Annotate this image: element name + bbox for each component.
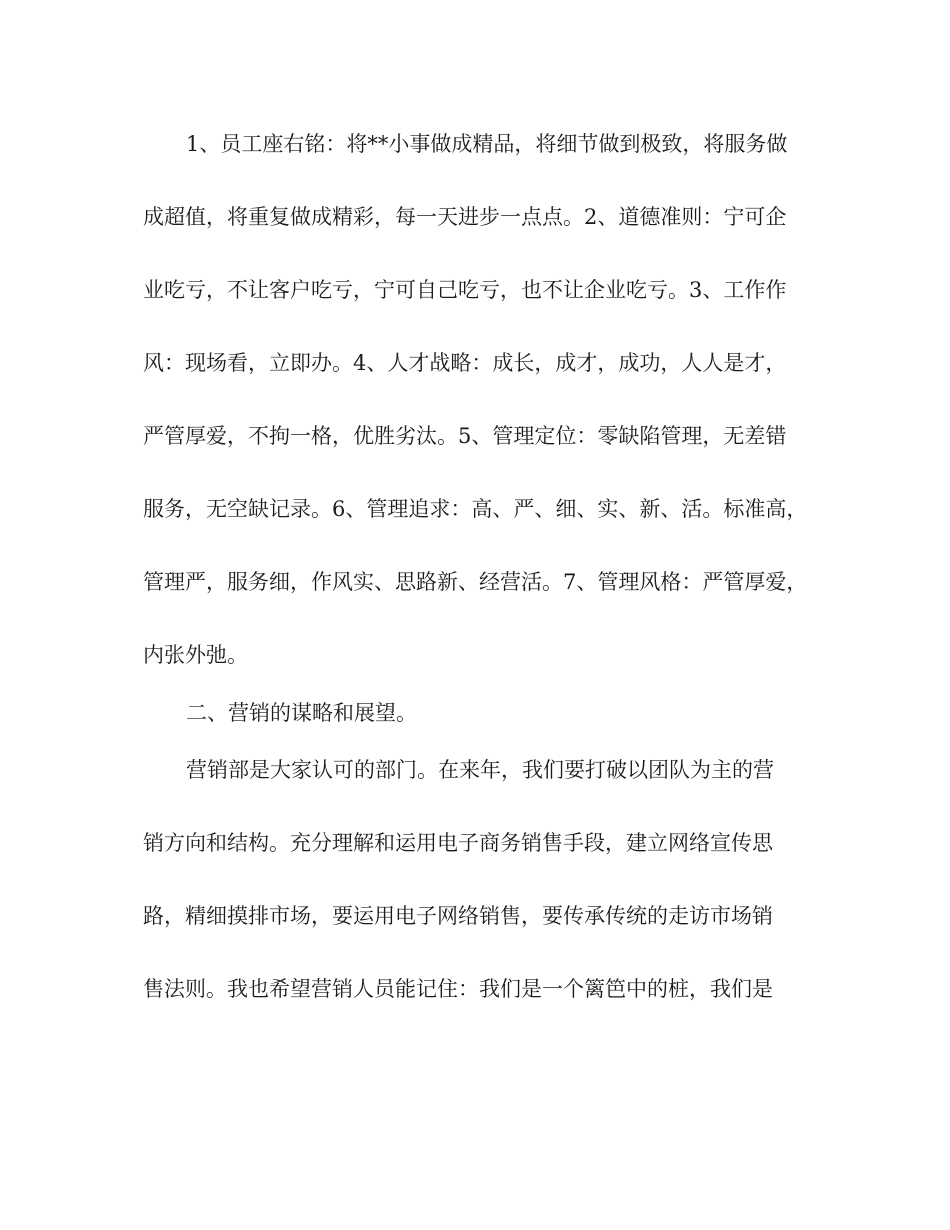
paragraph-line: 营销部是大家认可的部门。在来年，我们要打破以团队为主的营 <box>186 758 774 782</box>
paragraph-line: 销方向和结构。充分理解和运用电子商务销售手段，建立网络宣传思 <box>143 831 773 855</box>
paragraph-line: 1、员工座右铭：将**小事做成精品，将细节做到极致，将服务做 <box>186 132 788 156</box>
paragraph-line: 售法则。我也希望营销人员能记住：我们是一个篱笆中的桩，我们是 <box>143 977 773 1001</box>
section-heading: 二、营销的谋略和展望。 <box>186 701 417 725</box>
paragraph-line: 成超值，将重复做成精彩，每一天进步一点点。2、道德准则：宁可企 <box>143 205 787 229</box>
paragraph-line: 服务，无空缺记录。6、管理追求：高、严、细、实、新、活。标准高， <box>143 497 808 521</box>
paragraph-line: 路，精细摸排市场，要运用电子网络销售，要传承传统的走访市场销 <box>143 904 773 928</box>
paragraph-line: 严管厚爱，不拘一格，优胜劣汰。5、管理定位：零缺陷管理，无差错 <box>143 424 787 448</box>
paragraph-line: 管理严，服务细，作风实、思路新、经营活。7、管理风格：严管厚爱， <box>143 570 808 594</box>
paragraph-line: 风：现场看，立即办。4、人才战略：成长，成才，成功，人人是才， <box>143 351 787 375</box>
paragraph-line: 业吃亏，不让客户吃亏，宁可自己吃亏，也不让企业吃亏。3、工作作 <box>143 278 787 302</box>
paragraph-line: 内张外弛。 <box>143 643 248 667</box>
